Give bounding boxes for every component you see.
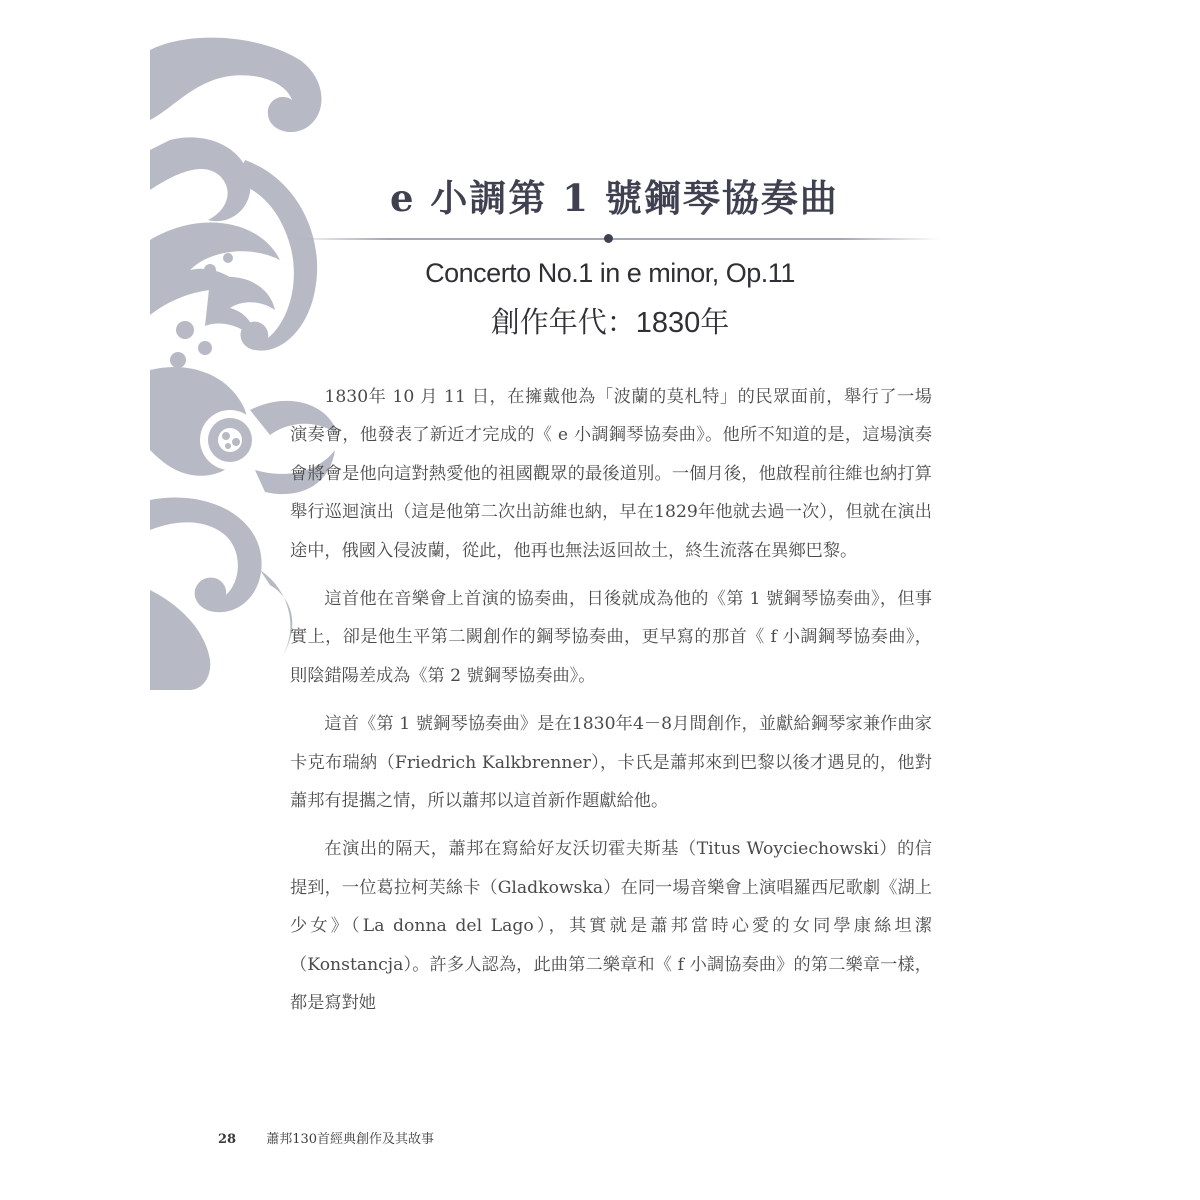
body-text [290, 378, 932, 1033]
running-title: 蕭邦130首經典創作及其故事 [266, 1132, 435, 1147]
english-subtitle: Concerto No.1 in e minor, Op.11 [425, 258, 795, 288]
dot-icon [604, 234, 613, 243]
paragraph: 這首他在音樂會上首演的協奏曲，日後就成為他的《第 1 號鋼琴協奏曲》，但事實上，卻是他生平第二闕創作的鋼琴協奏曲，更早寫的那首《 f 小調鋼琴協奏曲》，則陰錯陽差成為《第 2 號鋼琴協奏曲》。 [290, 589, 932, 686]
paragraph: 這首《第 1 號鋼琴協奏曲》是在1830年4－8月間創作，並獻給鋼琴家兼作曲家卡克布瑞納（Friedrich Kalkbrenner），卡氏是蕭邦來到巴黎以後才遇見的，他對蕭邦有提攜之情，所以蕭邦以這首新作題獻給他。 [290, 714, 932, 812]
page-number: 28 [218, 1132, 237, 1147]
page-title: e 小調第 1 號鋼琴協奏曲 [390, 176, 839, 220]
composition-year: 創作年代：1830年 [490, 307, 730, 339]
paragraph: 在演出的隔天，蕭邦在寫給好友沃切霍夫斯基（Titus Woyciechowski）的信提到，一位葛拉柯芙絲卡（Gladkowska）在同一場音樂會上演唱羅西尼歌劇《湖上少女》（La donna del Lago），其實就是蕭邦當時心愛的女同學康絲坦潔（Konstancja）。許多人認為，此曲第二樂章和《 f 小調協奏曲》的第二樂章一樣，都是寫對她 [290, 839, 932, 1014]
title-divider [290, 238, 940, 240]
paragraph: 1830年 10 月 11 日，在擁戴他為「波蘭的莫札特」的民眾面前，舉行了一場演奏會，他發表了新近才完成的《 e 小調鋼琴協奏曲》。他所不知道的是，這場演奏會將會是他向這對熱愛他的祖國觀眾的最後道別。一個月後，他啟程前往維也納打算舉行巡迴演出（這是他第二次出訪維也納，早在1829年他就去過一次），但就在演出途中，俄國入侵波蘭，從此，他再也無法返回故土，終生流落在異鄉巴黎。 [290, 387, 932, 561]
page-footer [218, 1128, 434, 1147]
